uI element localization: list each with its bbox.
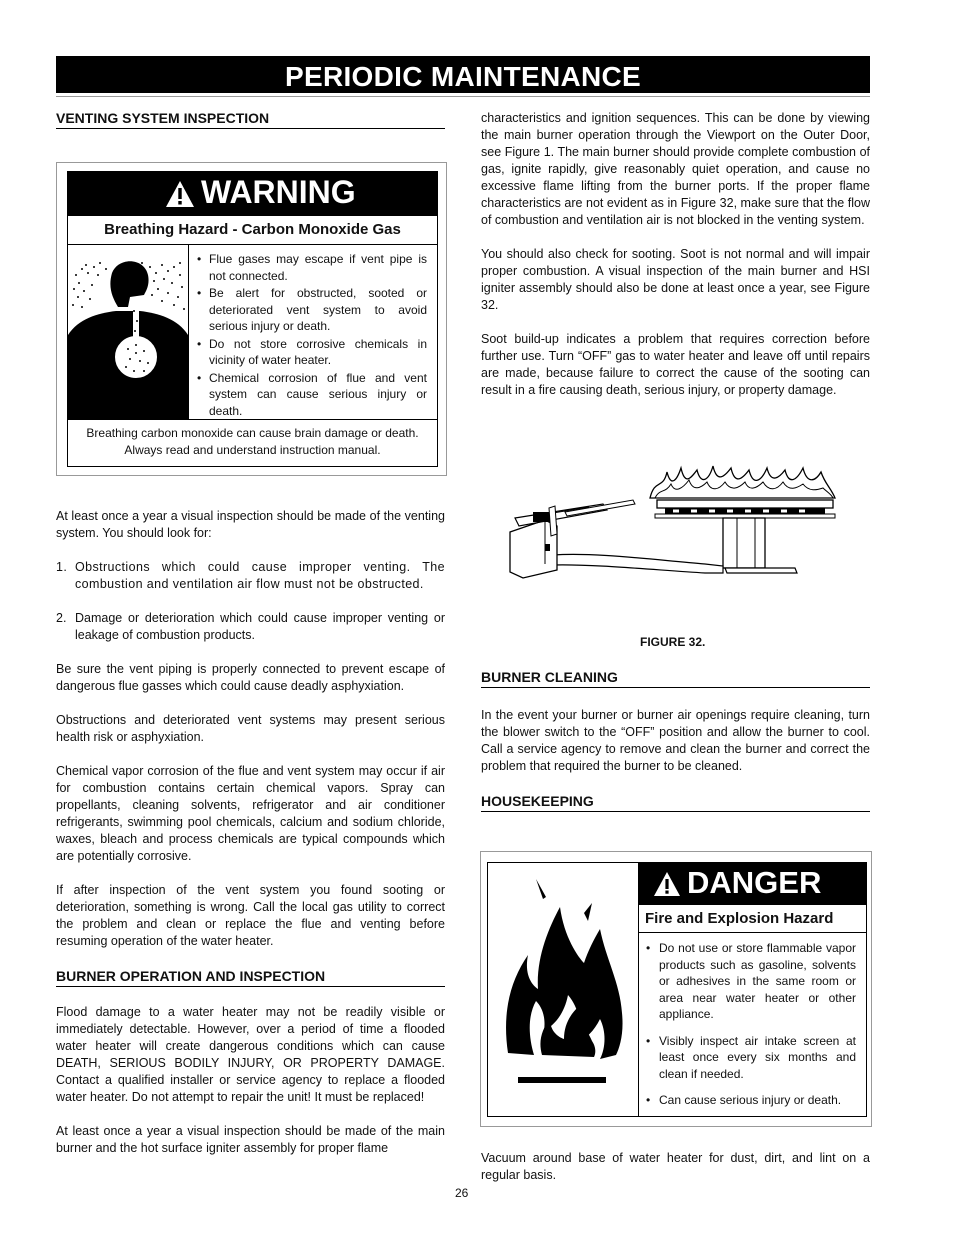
danger-bullet: • Do not use or store flammable vapor products such as gasoline, solvents or adhesives in the same room or area near water heater or other appliance. bbox=[646, 940, 856, 1023]
warning-footer bbox=[68, 419, 437, 466]
person-breathing-gas-icon bbox=[68, 245, 188, 419]
venting-body bbox=[56, 508, 445, 1157]
page-number: 26 bbox=[455, 1186, 469, 1200]
list-text: Obstructions which could cause improper venting. The combustion and ventilation air flow must not be obstructed. bbox=[75, 560, 445, 591]
figure-caption: FIGURE 32. bbox=[640, 635, 706, 649]
burner-operation-heading: BURNER OPERATION AND INSPECTION bbox=[56, 968, 445, 987]
list-item bbox=[56, 610, 445, 644]
danger-subtitle: Fire and Explosion Hazard bbox=[639, 905, 866, 933]
warning-bullet: • Do not store corrosive chemicals in vicinity of water heater. bbox=[199, 336, 427, 369]
danger-title: DANGER bbox=[687, 865, 822, 900]
flame-figure bbox=[488, 863, 639, 1116]
venting-paragraph: Chemical vapor corrosion of the flue and vent system may occur if air for combustion contains certain chemical vapors. Spray can propellants, cleaning solvents, refrigerator and air conditioner refrigerants, swimming pool chemicals, calcium and sodium chloride, waxes, bleach and process chemicals are typical compounds which are potentially corrosive. bbox=[56, 764, 445, 863]
header-rule bbox=[56, 96, 870, 97]
fire-icon bbox=[488, 863, 638, 1116]
warning-bullets bbox=[199, 251, 427, 420]
right-column-bottom bbox=[481, 669, 870, 812]
right-column-top bbox=[481, 110, 870, 399]
warning-title: WARNING bbox=[201, 174, 356, 210]
warning-triangle-icon bbox=[165, 180, 195, 208]
danger-bullet: • Visibly inspect air intake screen at least once every six months and clean if needed. bbox=[646, 1033, 856, 1083]
warning-label-frame bbox=[67, 171, 438, 467]
venting-list bbox=[56, 559, 445, 644]
venting-heading: VENTING SYSTEM INSPECTION bbox=[56, 110, 445, 129]
warning-label bbox=[56, 162, 447, 476]
danger-label-frame bbox=[487, 862, 867, 1117]
list-number: 1. bbox=[56, 560, 68, 574]
burner-operation-paragraph: You should also check for sooting. Soot is not normal and will impair proper combustion. A visual inspection of the main burner and HSI igniter assembly should also be done at least once a year, see Figure 32. bbox=[481, 247, 870, 312]
venting-paragraph: Be sure the vent piping is properly connected to prevent escape of dangerous flue gasses which could cause deadly asphyxiation. bbox=[56, 662, 445, 693]
housekeeping-heading: HOUSEKEEPING bbox=[481, 793, 870, 812]
page-title: PERIODIC MAINTENANCE bbox=[285, 61, 642, 92]
venting-paragraph: If after inspection of the vent system you found sooting or deterioration, something is wrong. Call the local gas utility to correct the problem and clean or replace the flue and venting before resuming operation of the water heater. bbox=[56, 883, 445, 948]
list-number: 2. bbox=[56, 611, 67, 625]
carbon-monoxide-figure bbox=[68, 245, 189, 419]
danger-label bbox=[480, 851, 872, 1127]
danger-header bbox=[639, 863, 866, 905]
warning-bullet: • Be alert for obstructed, sooted or deteriorated vent system to avoid serious injury or death. bbox=[199, 285, 427, 335]
venting-intro: At least once a year a visual inspection should be made of the venting system. You should look for: bbox=[56, 509, 445, 540]
danger-bullet: • Can cause serious injury or death. bbox=[646, 1092, 856, 1109]
burner-cleaning-heading: BURNER CLEANING bbox=[481, 669, 870, 688]
header-banner bbox=[56, 56, 870, 93]
burner-operation-paragraph: Flood damage to a water heater may not be readily visible or immediately detectable. However, over a period of time a flooded water heater will create dangerous conditions which can cause DEATH, SERIOUS BODILY INJURY, OR PROPERTY DAMAGE. Contact a qualified installer or service agency to replace a flooded water heater. Do not attempt to repair the unit! It must be replaced! bbox=[56, 1005, 445, 1104]
venting-paragraph: Obstructions and deteriorated vent systems may present serious health risk or asphyxiation. bbox=[56, 713, 445, 744]
list-item bbox=[56, 559, 445, 593]
warning-bullet: • Flue gases may escape if vent pipe is not connected. bbox=[199, 251, 427, 284]
burner-assembly-figure bbox=[505, 460, 840, 585]
danger-bullets bbox=[646, 940, 856, 1119]
venting-heading-block bbox=[56, 110, 445, 129]
danger-triangle-icon bbox=[653, 871, 681, 897]
warning-footer-line: Breathing carbon monoxide can cause brain damage or death. bbox=[86, 426, 419, 440]
warning-subtitle: Breathing Hazard - Carbon Monoxide Gas bbox=[68, 216, 437, 245]
list-text: Damage or deterioration which could cause improper venting or leakage of combustion products. bbox=[75, 611, 445, 642]
warning-header bbox=[68, 172, 437, 216]
burner-operation-paragraph: Soot build-up indicates a problem that requires correction before further use. Turn “OFF” gas to water heater and leave off until repairs are made, because failure to correct the cause of the sooting can result in a fire causing death, serious injury, or property damage. bbox=[481, 332, 870, 397]
housekeeping-paragraph: Vacuum around base of water heater for dust, dirt, and lint on a regular basis. bbox=[481, 1151, 870, 1182]
burner-operation-paragraph: At least once a year a visual inspection should be made of the main burner and the hot surface igniter assembly for proper flame bbox=[56, 1124, 445, 1155]
warning-bullet: • Chemical corrosion of flue and vent system can cause serious injury or death. bbox=[199, 370, 427, 420]
burner-operation-paragraph: characteristics and ignition sequences. This can be done by viewing the main burner operation through the Viewport on the Outer Door, see Figure 1. The main burner should provide complete combustion of gas, ignite rapidly, give reasonably quiet operation, and cause no excessive flame lifting from the burner ports. If the proper flame characteristics are not evident as in Figure 32, make sure that the flow of combustion and ventilation air is not blocked in the venting system. bbox=[481, 111, 870, 227]
housekeeping-body bbox=[481, 1150, 870, 1184]
warning-footer-line: Always read and understand instruction manual. bbox=[124, 443, 381, 457]
burner-cleaning-paragraph: In the event your burner or burner air openings require cleaning, turn the blower switch to the “OFF” position and allow the burner to cool. Call a service agency to remove and clean the burner and correct the problem that required the burner to be cleaned. bbox=[481, 708, 870, 773]
